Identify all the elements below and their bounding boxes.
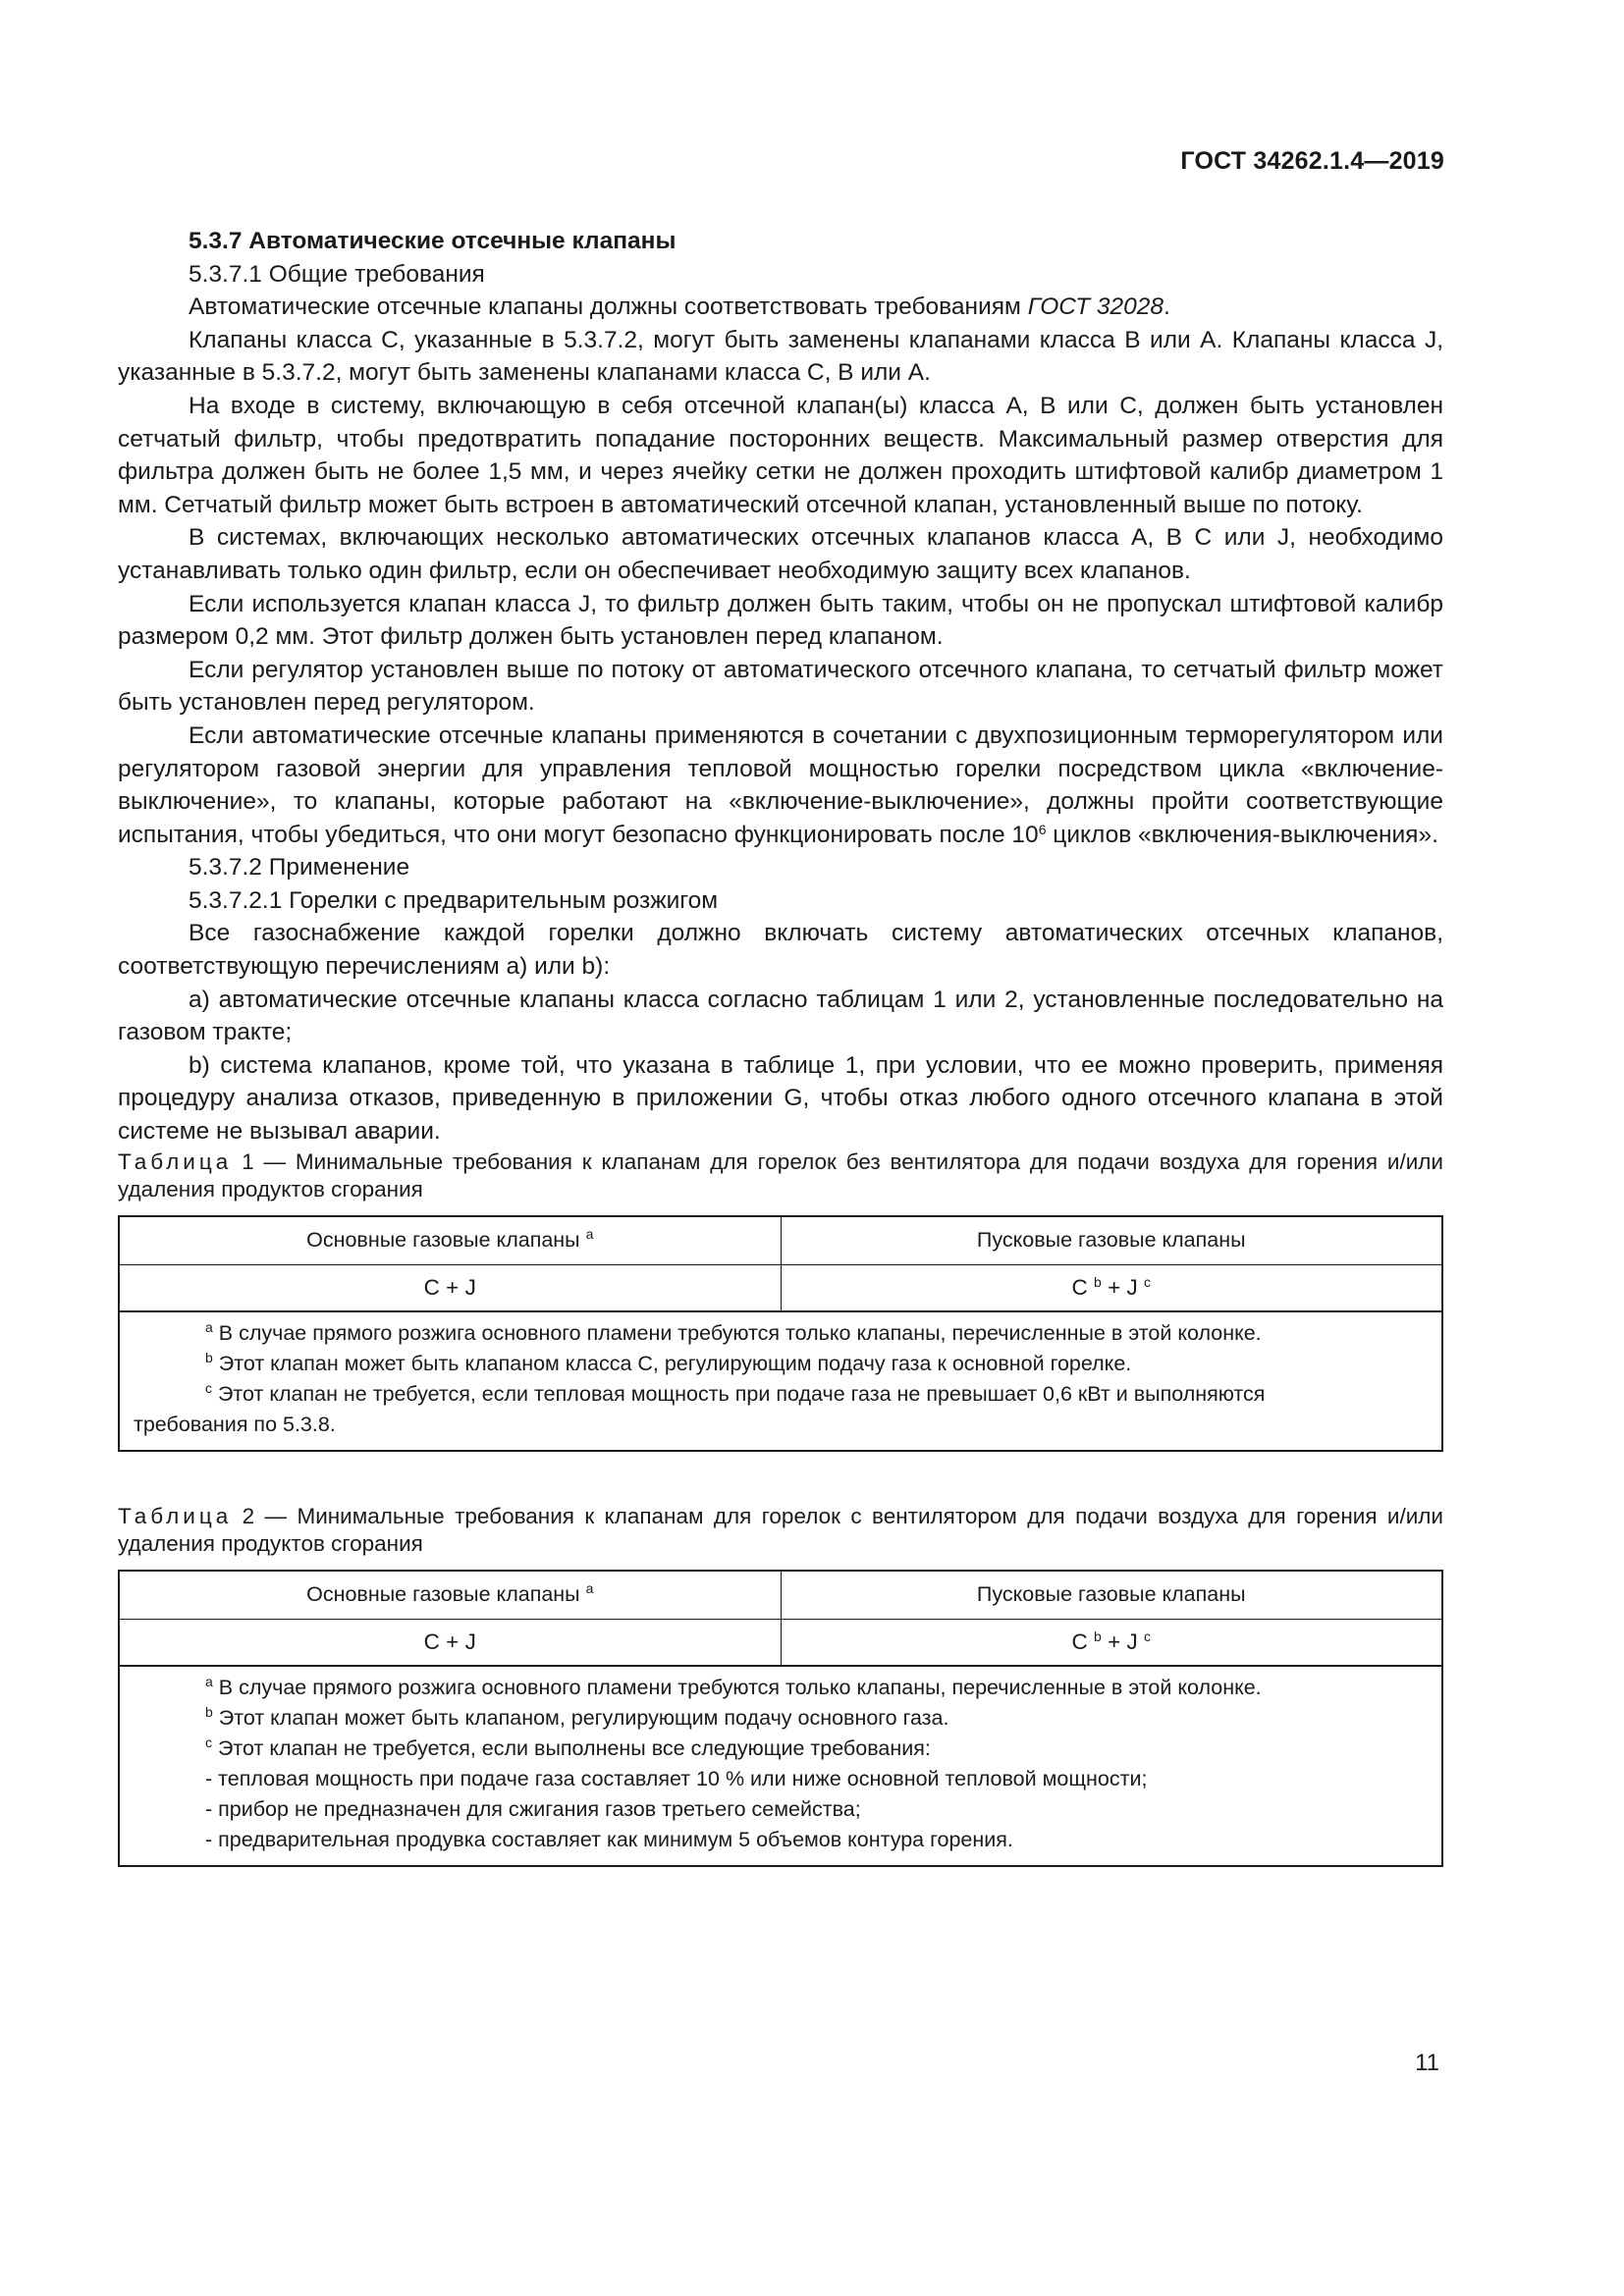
paragraph-1 [118,291,1443,324]
table-note [134,1349,1428,1379]
footnote-mark: a [585,1579,594,1596]
paragraph-7 [118,720,1443,851]
table-row [119,1264,1442,1311]
list-item-a: а) автоматические отсечные клапаны класса согласно таблицам 1 или 2, установленные последовательно на газовом тракте; [118,986,1443,1046]
note-text: В случае прямого розжига основного пламени требуются только клапаны, перечисленные в этой колонке. [212,1320,1262,1345]
table-cell [781,1264,1442,1311]
standard-reference: ГОСТ 32028 [1027,294,1164,321]
footnote-mark: a [205,1673,213,1689]
table-note-continuation: требования по 5.3.8. [134,1412,336,1436]
header-main-valves: Основные газовые клапаны [306,1227,586,1252]
paragraph-2: Клапаны класса С, указанные в 5.3.7.2, могут быть заменены клапанами класса В или А. Клапаны класса J, указанные в 5.3.7.2, могут быть заменены клапанами класса С, В или А. [118,326,1443,387]
table-note [134,1379,1428,1410]
table-header-cell [119,1216,781,1265]
paragraph-4: В системах, включающих несколько автоматических отсечных клапанов класса А, В С или J, необходимо устанавливать только один фильтр, если он обеспечивает необходимую защиту всех клапанов. [118,524,1443,584]
list-item-b: b) система клапанов, кроме той, что указана в таблице 1, при условии, что ее можно проверить, применяя процедуру анализа отказов, приведенную в приложении G, чтобы отказ любого одного отсечного клапана в этой системе не вызывал аварии. [118,1051,1443,1146]
table-dash-item: - предварительная продувка составляет как минимум 5 объемов контура горения. [205,1827,1013,1851]
cell-text: + J [1101,1274,1144,1300]
note-text: Этот клапан может быть клапаном класса С, регулирующим подачу газа к основной горелке. [212,1351,1132,1375]
page-number: 11 [1415,2050,1439,2076]
table-cell [781,1619,1442,1666]
table-2 [118,1570,1443,1867]
footnote-mark: c [1143,1628,1151,1644]
table-note [134,1318,1428,1349]
table-row [119,1619,1442,1666]
exponent: 6 [1038,821,1047,837]
footnote-mark: b [205,1349,213,1365]
paragraph-8: Все газоснабжение каждой горелки должно включать систему автоматических отсечных клапанов, соответствующую перечислениям а) или b): [118,920,1443,981]
header-start-valves: Пусковые газовые клапаны [976,1581,1246,1606]
subsection-heading-3: 5.3.7.2.1 Горелки с предварительным розжигом [189,886,719,914]
table-2-caption [118,1503,1443,1558]
document-code: ГОСТ 34262.1.4—2019 [1180,147,1444,175]
table-dash-item: - прибор не предназначен для сжигания газов третьего семейства; [205,1796,861,1821]
header-main-valves: Основные газовые клапаны [306,1581,586,1606]
header-start-valves: Пусковые газовые клапаны [976,1227,1246,1252]
table-dash-item: - тепловая мощность при подаче газа составляет 10 % или ниже основной тепловой мощности; [205,1766,1148,1790]
footnote-mark: a [205,1318,213,1335]
table-note [134,1734,1428,1764]
table-header-row [119,1571,1442,1620]
table-2-caption-word: Таблица [118,1503,233,1528]
table-header-cell [781,1571,1442,1620]
footnote-mark: b [1094,1628,1102,1644]
table-1-caption-word: Таблица [118,1148,233,1174]
cell-text: + J [1101,1629,1144,1654]
paragraph-7-end: циклов «включения-выключения». [1046,821,1438,848]
footnote-mark: b [1094,1273,1102,1290]
table-notes [119,1666,1442,1866]
paragraph-1-end: . [1164,294,1170,321]
table-note [134,1673,1428,1703]
note-text: Этот клапан не требуется, если тепловая мощность при подаче газа не превышает 0,6 кВт и выполняются [212,1381,1266,1406]
table-note [134,1703,1428,1734]
main-content [118,225,1443,1867]
footnote-mark: c [205,1734,212,1750]
footnote-mark: c [1143,1273,1151,1290]
footnote-mark: c [205,1379,212,1396]
paragraph-1-text: Автоматические отсечные клапаны должны соответствовать требованиям [189,294,1028,321]
subsection-heading-2: 5.3.7.2 Применение [189,854,410,881]
cell-text: C [1071,1629,1095,1654]
table-header-cell [119,1571,781,1620]
paragraph-5: Если используется клапан класса J, то фильтр должен быть таким, чтобы он не пропускал штифтовой калибр размером 0,2 мм. Этот фильтр должен быть установлен перед клапаном. [118,590,1443,651]
table-header-cell [781,1216,1442,1265]
table-1-caption [118,1148,1443,1203]
table-notes [119,1311,1442,1451]
note-text: Этот клапан не требуется, если выполнены все следующие требования: [212,1735,931,1760]
table-1 [118,1215,1443,1452]
table-cell: C + J [119,1264,781,1311]
paragraph-7-text: Если автоматические отсечные клапаны применяются в сочетании с двухпозиционным терморегулятором или регулятором газовой энергии для управления тепловой мощностью горелки посредством цикла «включение-выключение», то клапаны, которые работают на «включение-выключение», должны пройти соответствующие испытания, чтобы убедиться, что они могут безопасно функционировать после 10 [118,721,1443,848]
subsection-heading: 5.3.7.1 Общие требования [189,260,485,288]
table-header-row [119,1216,1442,1265]
paragraph-3: На входе в систему, включающую в себя отсечной клапан(ы) класса А, В или С, должен быть установлен сетчатый фильтр, чтобы предотвратить попадание посторонних веществ. Максимальный размер отверстия для фильтра должен быть не более 1,5 мм, и через ячейку сетки не должен проходить штифтовой калибр диаметром 1 мм. Сетчатый фильтр может быть встроен в автоматический отсечной клапан, установленный выше по потоку. [118,392,1443,518]
cell-text: C [1071,1274,1095,1300]
table-notes-row [119,1311,1442,1451]
table-cell: C + J [119,1619,781,1666]
footnote-mark: b [205,1703,213,1720]
table-1-caption-text: 1 — Минимальные требования к клапанам для горелок без вентилятора для подачи воздуха для горения и/или удаления продуктов сгорания [118,1148,1443,1201]
footnote-mark: a [585,1225,594,1242]
table-2-caption-text: 2 — Минимальные требования к клапанам для горелок с вентилятором для подачи воздуха для горения и/или удаления продуктов сгорания [118,1503,1443,1556]
table-notes-row [119,1666,1442,1866]
note-text: В случае прямого розжига основного пламени требуются только клапаны, перечисленные в этой колонке. [212,1675,1262,1699]
note-text: Этот клапан может быть клапаном, регулирующим подачу основного газа. [212,1705,949,1730]
paragraph-6: Если регулятор установлен выше по потоку от автоматического отсечного клапана, то сетчатый фильтр может быть установлен перед регулятором. [118,656,1443,717]
section-heading: 5.3.7 Автоматические отсечные клапаны [189,228,677,254]
